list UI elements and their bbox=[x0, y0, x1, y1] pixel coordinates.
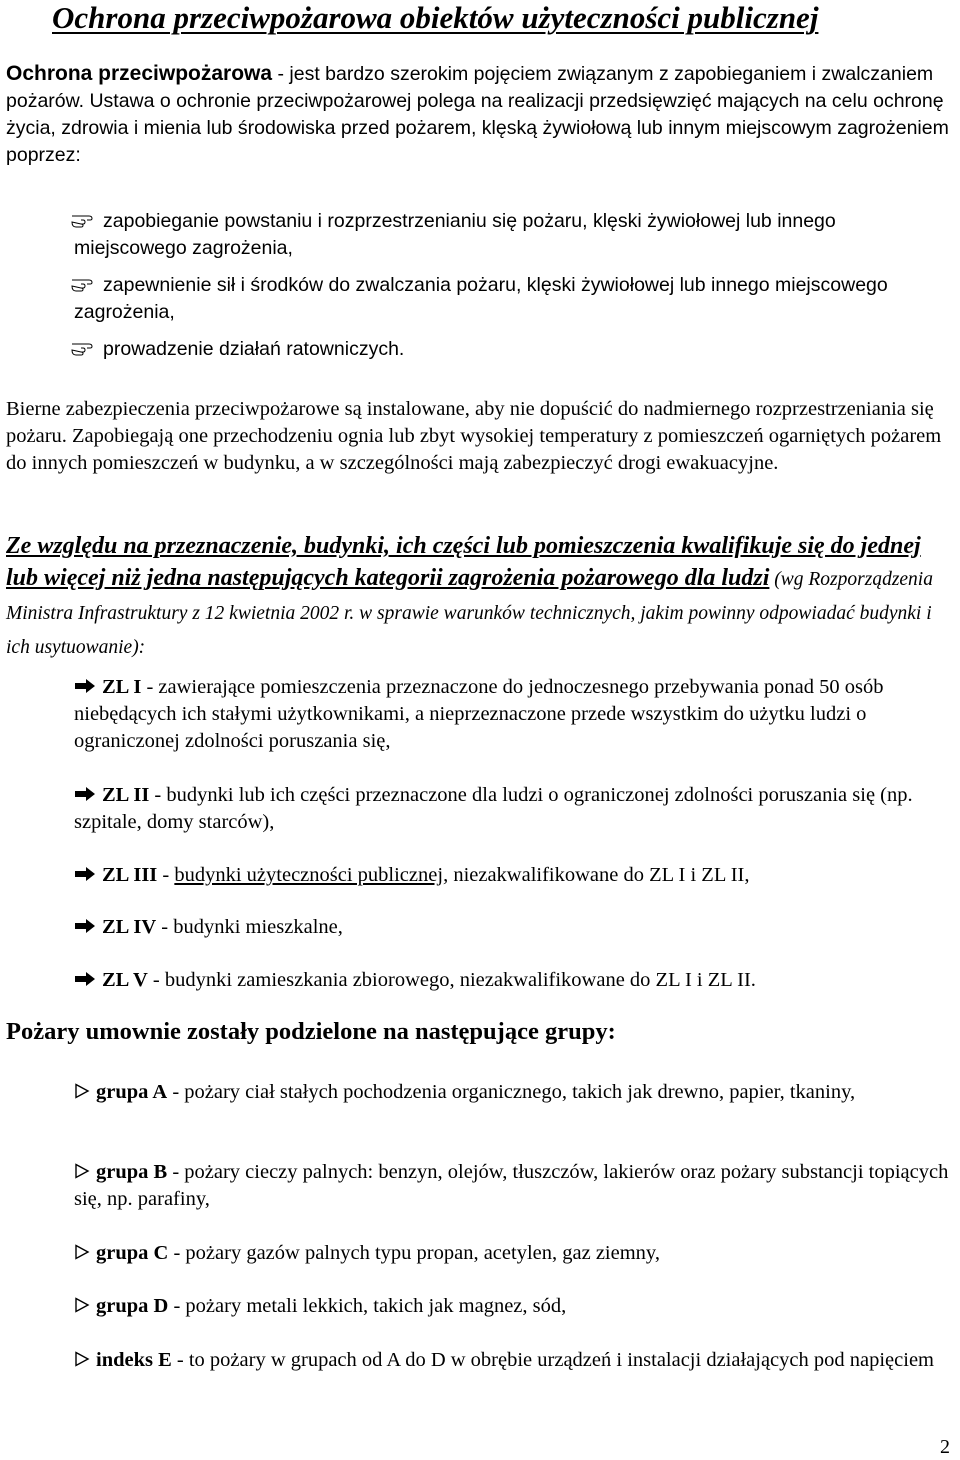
page-number: 2 bbox=[940, 1436, 950, 1458]
categories-heading-note: (wg Rozporządzenia Ministra Infrastruktury z 12 kwietnia 2002 r. w sprawie warunków technicznych, jakim powinny odpowiadać budynki i ich usytuowanie): bbox=[6, 569, 933, 658]
fire-group-item: grupa B - pożary cieczy palnych: benzyn, olejów, tłuszczów, lakierów oraz pożary substancji topiących się, np. parafiny, bbox=[74, 1161, 949, 1210]
list-item: zapewnienie sił i środków do zwalczania pożaru, klęski żywiołowej lub innego miejscowego zagrożenia, bbox=[74, 272, 934, 326]
hollow-triangle-icon bbox=[74, 1163, 90, 1179]
hollow-triangle-icon bbox=[74, 1083, 90, 1099]
hollow-triangle-icon bbox=[74, 1351, 90, 1367]
bold-arrow-icon bbox=[74, 678, 96, 694]
fire-groups-heading: Pożary umownie zostały podzielone na następujące grupy: bbox=[6, 1018, 616, 1045]
zl-category-item: ZL II - budynki lub ich części przeznaczone dla ludzi o ograniczonej zdolności poruszania się (np. szpitale, domy starców), bbox=[74, 784, 913, 833]
fire-group-item: grupa A - pożary ciał stałych pochodzenia organicznego, takich jak drewno, papier, tkaniny, bbox=[74, 1079, 954, 1106]
fire-group-item: indeks E - to pożary w grupach od A do D w obrębie urządzeń i instalacji działających pod napięciem bbox=[74, 1347, 954, 1374]
intro-text: - jest bardzo szerokim pojęciem związanym z zapobieganiem i zwalczaniem pożarów. Ustawa o ochronie przeciwpożarowej polega na realizacji przedsięwzięć mających na celu ochronę życia, zdrowia i mienia lub środowiska przed pożarem, klęską żywiołową lub innym miejscowym zagrożeniem poprzez: bbox=[6, 63, 949, 166]
measures-list bbox=[74, 208, 934, 363]
pointing-hand-icon bbox=[71, 338, 101, 356]
list-item: zapobieganie powstaniu i rozprzestrzenianiu się pożaru, klęski żywiołowej lub innego miejscowego zagrożenia, bbox=[74, 208, 934, 262]
fire-group-item: grupa D - pożary metali lekkich, takich jak magnez, sód, bbox=[74, 1293, 954, 1320]
public-buildings-link[interactable]: budynki użyteczności publicznej bbox=[174, 864, 444, 886]
bold-arrow-icon bbox=[74, 866, 96, 882]
fire-group-item: grupa C - pożary gazów palnych typu propan, acetylen, gaz ziemny, bbox=[74, 1240, 954, 1267]
zl-category-item: ZL IV - budynki mieszkalne, bbox=[74, 914, 954, 941]
bold-arrow-icon bbox=[74, 786, 96, 802]
zl-category-item: ZL V - budynki zamieszkania zbiorowego, niezakwalifikowane do ZL I i ZL II. bbox=[74, 967, 954, 994]
bold-arrow-icon bbox=[74, 971, 96, 987]
page-title: Ochrona przeciwpożarowa obiektów użyteczności publicznej bbox=[52, 0, 819, 35]
intro-term: Ochrona przeciwpożarowa bbox=[6, 62, 273, 85]
hollow-triangle-icon bbox=[74, 1244, 90, 1260]
categories-heading-bold: Ze względu na przeznaczenie, budynki, ich części lub pomieszczenia kwalifikuje się do jednej lub więcej niż jedna następujących kategorii zagrożenia pożarowego dla ludzi bbox=[6, 533, 921, 591]
zl-category-item: ZL III - budynki użyteczności publicznej, niezakwalifikowane do ZL I i ZL II, bbox=[74, 862, 954, 889]
bold-arrow-icon bbox=[74, 918, 96, 934]
zl-category-item: ZL I - zawierające pomieszczenia przeznaczone do jednoczesnego przebywania ponad 50 osób niebędących ich stałymi użytkownikami, a nieprzeznaczone przede wszystkim do użytku ludzi o ograniczonej zdolności poruszania się, bbox=[74, 676, 884, 752]
passive-protection-paragraph: Bierne zabezpieczenia przeciwpożarowe są instalowane, aby nie dopuścić do nadmiernego rozprzestrzeniania się pożaru. Zapobiegają one przechodzeniu ognia lub zbyt wysokiej temperatury z pomieszczeń ogarniętych pożarem do innych pomieszczeń w budynku, a w szczególności mają zabezpieczyć drogi ewakuacyjne. bbox=[6, 398, 942, 474]
categories-heading bbox=[6, 530, 950, 664]
hollow-triangle-icon bbox=[74, 1297, 90, 1313]
intro-paragraph bbox=[6, 60, 954, 169]
list-item: prowadzenie działań ratowniczych. bbox=[74, 336, 934, 363]
pointing-hand-icon bbox=[71, 210, 101, 228]
pointing-hand-icon bbox=[71, 274, 101, 292]
